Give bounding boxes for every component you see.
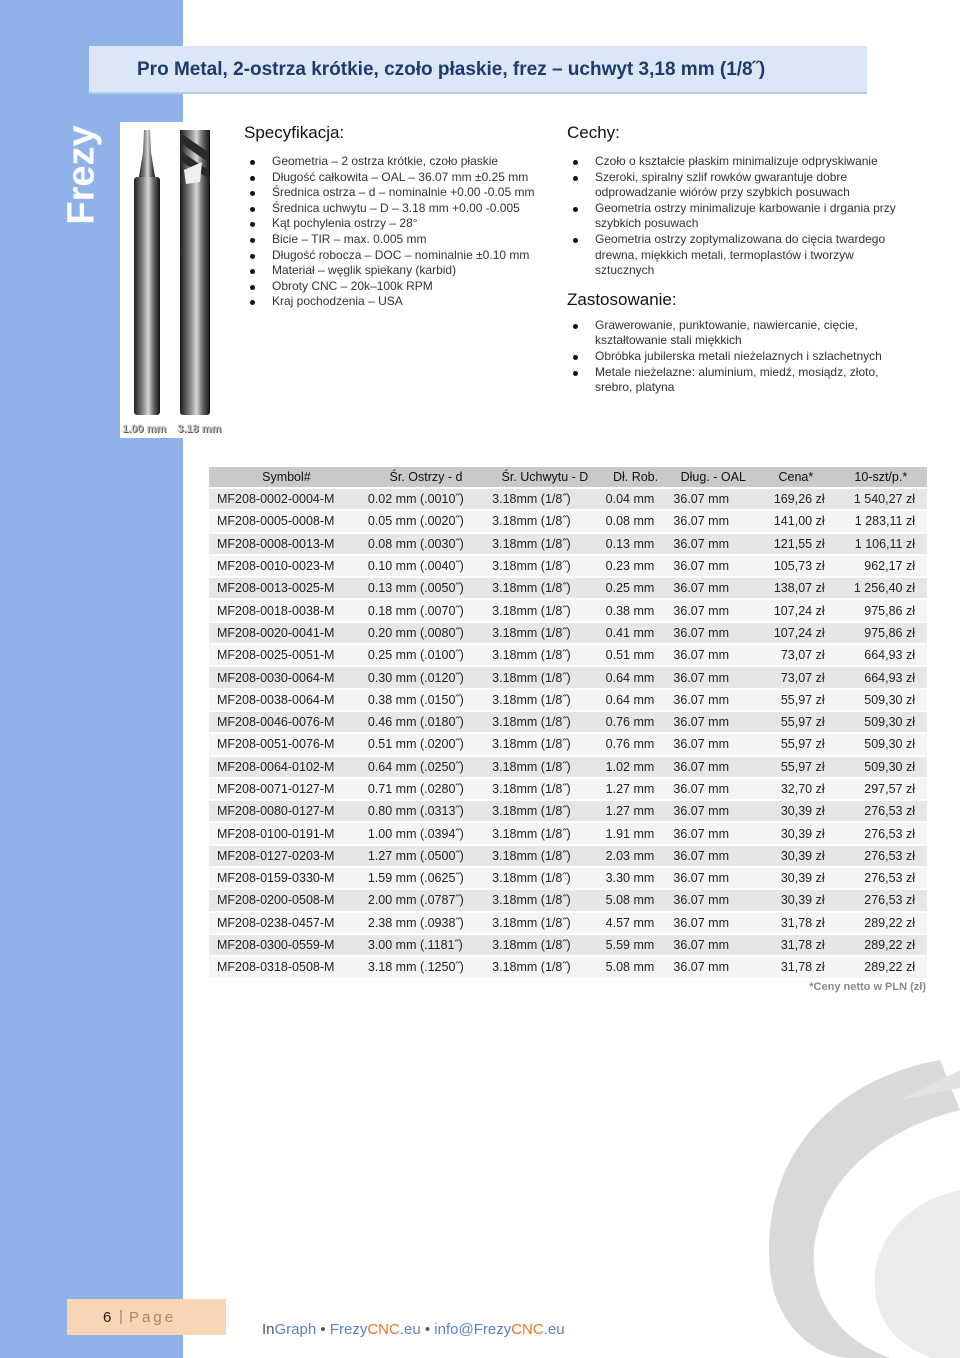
header-shank-diameter: Śr. Uchwytu - D: [488, 467, 601, 488]
application-item: Grawerowanie, punktowanie, nawiercanie, cięcie, kształtowanie stali miękkich: [567, 318, 912, 349]
cell-overall-length: 36.07 mm: [669, 689, 757, 711]
cell-price: 107,24 zł: [757, 622, 834, 644]
table-row: [209, 934, 927, 956]
cell-cutting-length: 1.91 mm: [602, 822, 670, 844]
cell-blade-diameter: 0.13 mm (.0050˝): [364, 577, 488, 599]
features-heading: Cechy:: [567, 123, 620, 142]
cell-shank-diameter: 3.18mm (1/8˝): [488, 577, 601, 599]
cell-symbol: MF208-0046-0076-M: [209, 711, 364, 733]
spec-item: Geometria – 2 ostrza krótkie, czoło płaskie: [244, 154, 544, 170]
table-row: [209, 889, 927, 911]
cell-overall-length: 36.07 mm: [669, 555, 757, 577]
cell-shank-diameter: 3.18mm (1/8˝): [488, 778, 601, 800]
cell-cutting-length: 0.04 mm: [602, 488, 670, 510]
cell-cutting-length: 4.57 mm: [602, 912, 670, 934]
table-row: [209, 644, 927, 666]
cell-shank-diameter: 3.18mm (1/8˝): [488, 822, 601, 844]
cell-shank-diameter: 3.18mm (1/8˝): [488, 845, 601, 867]
table-row: [209, 912, 927, 934]
cell-symbol: MF208-0064-0102-M: [209, 756, 364, 778]
cell-overall-length: 36.07 mm: [669, 845, 757, 867]
photo-caption: [122, 423, 229, 435]
sidebar-label-text: Frezy: [60, 125, 103, 225]
cell-price: 30,39 zł: [757, 800, 834, 822]
table-row: [209, 800, 927, 822]
cell-price: 30,39 zł: [757, 845, 834, 867]
cell-price: 32,70 zł: [757, 778, 834, 800]
cell-symbol: MF208-0013-0025-M: [209, 577, 364, 599]
footer-bullet: •: [424, 1321, 431, 1338]
table-row: [209, 666, 927, 688]
cell-price-10pack: 509,30 zł: [835, 711, 927, 733]
applications-list: [567, 318, 912, 396]
cell-overall-length: 36.07 mm: [669, 711, 757, 733]
price-table-header: [209, 467, 927, 488]
watermark-logo: [740, 1040, 960, 1358]
cell-cutting-length: 0.41 mm: [602, 622, 670, 644]
cell-symbol: MF208-0010-0023-M: [209, 555, 364, 577]
cell-price-10pack: 1 283,11 zł: [835, 510, 927, 532]
email-cnc: CNC: [511, 1321, 544, 1338]
caption-small: 1.00 mm: [122, 423, 167, 435]
applications-heading: Zastosowanie:: [567, 289, 677, 309]
spec-item: Kąt pochylenia ostrzy – 28°: [244, 216, 544, 232]
header-overall-length: Dług. - OAL: [669, 467, 757, 488]
cell-overall-length: 36.07 mm: [669, 822, 757, 844]
cell-cutting-length: 1.02 mm: [602, 756, 670, 778]
cell-price-10pack: 276,53 zł: [835, 889, 927, 911]
table-row: [209, 867, 927, 889]
cell-symbol: MF208-0300-0559-M: [209, 934, 364, 956]
cell-overall-length: 36.07 mm: [669, 488, 757, 510]
cell-symbol: MF208-0038-0064-M: [209, 689, 364, 711]
cell-price-10pack: 975,86 zł: [835, 622, 927, 644]
cell-price: 31,78 zł: [757, 956, 834, 977]
page-word: Page: [129, 1309, 177, 1326]
cell-price: 121,55 zł: [757, 533, 834, 555]
cell-shank-diameter: 3.18mm (1/8˝): [488, 733, 601, 755]
cell-symbol: MF208-0100-0191-M: [209, 822, 364, 844]
page-number-box: [67, 1299, 226, 1335]
cell-blade-diameter: 0.10 mm (.0040˝): [364, 555, 488, 577]
cell-price: 55,97 zł: [757, 711, 834, 733]
cell-symbol: MF208-0127-0203-M: [209, 845, 364, 867]
cell-shank-diameter: 3.18mm (1/8˝): [488, 488, 601, 510]
cell-price-10pack: 975,86 zł: [835, 599, 927, 621]
email-tld: .eu: [543, 1321, 565, 1338]
cell-overall-length: 36.07 mm: [669, 800, 757, 822]
cell-blade-diameter: 2.00 mm (.0787˝): [364, 889, 488, 911]
cell-price-10pack: 276,53 zł: [835, 822, 927, 844]
website-link[interactable]: [330, 1321, 421, 1338]
table-row: [209, 956, 927, 977]
table-row: [209, 711, 927, 733]
cell-symbol: MF208-0005-0008-M: [209, 510, 364, 532]
feature-item: Szeroki, spiralny szlif rowków gwarantuje dobre odprowadzanie wiórów przy szybkich posuwach: [567, 170, 912, 201]
cell-price-10pack: 276,53 zł: [835, 845, 927, 867]
page-number: 6: [103, 1309, 112, 1326]
sidebar-label: [58, 120, 106, 230]
cell-overall-length: 36.07 mm: [669, 622, 757, 644]
cell-blade-diameter: 0.02 mm (.0010˝): [364, 488, 488, 510]
cell-price: 31,78 zł: [757, 934, 834, 956]
cell-price-10pack: 664,93 zł: [835, 666, 927, 688]
features-list: [567, 154, 912, 279]
cell-shank-diameter: 3.18mm (1/8˝): [488, 510, 601, 532]
spec-item: Bicie – TIR – max. 0.005 mm: [244, 232, 544, 248]
spec-item: Obroty CNC – 20k–100k RPM: [244, 279, 544, 295]
price-table: [209, 467, 927, 978]
cell-price-10pack: 962,17 zł: [835, 555, 927, 577]
site-tld: .eu: [399, 1321, 421, 1338]
cell-blade-diameter: 0.51 mm (.0200˝): [364, 733, 488, 755]
cell-shank-diameter: 3.18mm (1/8˝): [488, 622, 601, 644]
table-row: [209, 822, 927, 844]
cell-price: 138,07 zł: [757, 577, 834, 599]
table-row: [209, 488, 927, 510]
spec-item: Materiał – węglik spiekany (karbid): [244, 263, 544, 279]
title-bar: [89, 46, 867, 94]
spec-item: Kraj pochodzenia – USA: [244, 294, 544, 310]
table-row: [209, 533, 927, 555]
cell-shank-diameter: 3.18mm (1/8˝): [488, 711, 601, 733]
page-separator: |: [119, 1308, 123, 1325]
cell-cutting-length: 0.08 mm: [602, 510, 670, 532]
table-row: [209, 510, 927, 532]
cell-shank-diameter: 3.18mm (1/8˝): [488, 956, 601, 977]
cell-symbol: MF208-0030-0064-M: [209, 666, 364, 688]
cell-shank-diameter: 3.18mm (1/8˝): [488, 889, 601, 911]
table-row: [209, 555, 927, 577]
spec-item: Średnica ostrza – d – nominalnie +0.00 -0.05 mm: [244, 185, 544, 201]
footer-contact: [262, 1321, 565, 1338]
cell-price-10pack: 509,30 zł: [835, 733, 927, 755]
cell-symbol: MF208-0008-0013-M: [209, 533, 364, 555]
product-photo: [120, 122, 232, 438]
cell-blade-diameter: 3.00 mm (.1181˝): [364, 934, 488, 956]
cell-overall-length: 36.07 mm: [669, 912, 757, 934]
cell-price: 73,07 zł: [757, 644, 834, 666]
cell-overall-length: 36.07 mm: [669, 867, 757, 889]
table-row: [209, 577, 927, 599]
small-mill-tip: [139, 130, 155, 177]
cell-shank-diameter: 3.18mm (1/8˝): [488, 867, 601, 889]
email-user: info@Frezy: [434, 1321, 512, 1338]
cell-cutting-length: 0.23 mm: [602, 555, 670, 577]
cell-price-10pack: 289,22 zł: [835, 956, 927, 977]
cell-symbol: MF208-0318-0508-M: [209, 956, 364, 977]
cell-shank-diameter: 3.18mm (1/8˝): [488, 666, 601, 688]
cell-symbol: MF208-0051-0076-M: [209, 733, 364, 755]
table-row: [209, 689, 927, 711]
cell-blade-diameter: 0.05 mm (.0020˝): [364, 510, 488, 532]
cell-price: 30,39 zł: [757, 867, 834, 889]
cell-blade-diameter: 0.64 mm (.0250˝): [364, 756, 488, 778]
specification-heading: Specyfikacja:: [244, 123, 345, 142]
cell-price-10pack: 664,93 zł: [835, 644, 927, 666]
cell-shank-diameter: 3.18mm (1/8˝): [488, 644, 601, 666]
cell-overall-length: 36.07 mm: [669, 533, 757, 555]
cell-overall-length: 36.07 mm: [669, 733, 757, 755]
cell-price: 141,00 zł: [757, 510, 834, 532]
application-item: Obróbka jubilerska metali nieżelaznych i szlachetnych: [567, 349, 912, 365]
table-row: [209, 756, 927, 778]
feature-item: Geometria ostrzy minimalizuje karbowanie i drgania przy szybkich posuwach: [567, 201, 912, 232]
cell-price-10pack: 276,53 zł: [835, 800, 927, 822]
header-cutting-length: Dł. Rob.: [602, 467, 670, 488]
specification-section: [244, 123, 544, 310]
cell-price: 55,97 zł: [757, 689, 834, 711]
cell-overall-length: 36.07 mm: [669, 599, 757, 621]
cell-price-10pack: 289,22 zł: [835, 912, 927, 934]
cell-shank-diameter: 3.18mm (1/8˝): [488, 800, 601, 822]
cell-overall-length: 36.07 mm: [669, 956, 757, 977]
cell-cutting-length: 0.76 mm: [602, 711, 670, 733]
cell-cutting-length: 0.25 mm: [602, 577, 670, 599]
cell-price: 107,24 zł: [757, 599, 834, 621]
cell-cutting-length: 0.64 mm: [602, 666, 670, 688]
cell-blade-diameter: 0.18 mm (.0070˝): [364, 599, 488, 621]
cell-overall-length: 36.07 mm: [669, 934, 757, 956]
cell-shank-diameter: 3.18mm (1/8˝): [488, 912, 601, 934]
cell-price: 105,73 zł: [757, 555, 834, 577]
cell-shank-diameter: 3.18mm (1/8˝): [488, 555, 601, 577]
cell-symbol: MF208-0002-0004-M: [209, 488, 364, 510]
applications-section: [567, 290, 912, 396]
cell-price-10pack: 297,57 zł: [835, 778, 927, 800]
cell-cutting-length: 3.30 mm: [602, 867, 670, 889]
cell-price: 30,39 zł: [757, 822, 834, 844]
cell-price-10pack: 509,30 zł: [835, 689, 927, 711]
cell-price-10pack: 1 256,40 zł: [835, 577, 927, 599]
header-symbol: Symbol#: [209, 467, 364, 488]
cell-overall-length: 36.07 mm: [669, 666, 757, 688]
cell-cutting-length: 5.08 mm: [602, 956, 670, 977]
cell-blade-diameter: 2.38 mm (.0938˝): [364, 912, 488, 934]
cell-price: 30,39 zł: [757, 889, 834, 911]
cell-symbol: MF208-0020-0041-M: [209, 622, 364, 644]
cell-cutting-length: 1.27 mm: [602, 778, 670, 800]
cell-shank-diameter: 3.18mm (1/8˝): [488, 599, 601, 621]
application-item: Metale nieżelazne: aluminium, miedź, mosiądz, złoto, srebro, platyna: [567, 365, 912, 396]
cell-overall-length: 36.07 mm: [669, 644, 757, 666]
cell-shank-diameter: 3.18mm (1/8˝): [488, 689, 601, 711]
cell-blade-diameter: 0.30 mm (.0120˝): [364, 666, 488, 688]
header-price: Cena*: [757, 467, 834, 488]
cell-price: 169,26 zł: [757, 488, 834, 510]
cell-overall-length: 36.07 mm: [669, 778, 757, 800]
features-section: [567, 123, 912, 396]
cell-overall-length: 36.07 mm: [669, 756, 757, 778]
cell-blade-diameter: 0.08 mm (.0030˝): [364, 533, 488, 555]
spec-item: Średnica uchwytu – D – 3.18 mm +0.00 -0.005: [244, 201, 544, 217]
cell-price-10pack: 276,53 zł: [835, 867, 927, 889]
cell-shank-diameter: 3.18mm (1/8˝): [488, 533, 601, 555]
cell-blade-diameter: 1.27 mm (.0500˝): [364, 845, 488, 867]
large-mill-shank: [180, 180, 210, 415]
cell-blade-diameter: 1.59 mm (.0625˝): [364, 867, 488, 889]
cell-overall-length: 36.07 mm: [669, 510, 757, 532]
header-blade-diameter: Śr. Ostrzy - d: [364, 467, 488, 488]
cell-price: 73,07 zł: [757, 666, 834, 688]
cell-cutting-length: 0.13 mm: [602, 533, 670, 555]
table-row: [209, 622, 927, 644]
table-row: [209, 599, 927, 621]
spec-item: Długość całkowita – OAL – 36.07 mm ±0.25 mm: [244, 170, 544, 186]
cell-price-10pack: 1 540,27 zł: [835, 488, 927, 510]
site-frezy: Frezy: [329, 1321, 368, 1338]
cell-blade-diameter: 0.20 mm (.0080˝): [364, 622, 488, 644]
end-mill-illustration: [120, 122, 232, 422]
cell-cutting-length: 5.08 mm: [602, 889, 670, 911]
cell-blade-diameter: 0.38 mm (.0150˝): [364, 689, 488, 711]
specification-list: [244, 154, 544, 310]
cell-shank-diameter: 3.18mm (1/8˝): [488, 934, 601, 956]
small-mill-shank: [134, 177, 160, 415]
price-table-body: [209, 488, 927, 978]
brand-in: In: [262, 1321, 275, 1338]
site-cnc: CNC: [367, 1321, 400, 1338]
cell-blade-diameter: 0.71 mm (.0280˝): [364, 778, 488, 800]
cell-symbol: MF208-0238-0457-M: [209, 912, 364, 934]
cell-price: 55,97 zł: [757, 733, 834, 755]
cell-symbol: MF208-0200-0508-M: [209, 889, 364, 911]
feature-item: Czoło o kształcie płaskim minimalizuje odpryskiwanie: [567, 154, 912, 170]
table-row: [209, 778, 927, 800]
cell-blade-diameter: 1.00 mm (.0394˝): [364, 822, 488, 844]
cell-cutting-length: 5.59 mm: [602, 934, 670, 956]
header-price-10pack: 10-szt/p.*: [835, 467, 927, 488]
cell-cutting-length: 0.38 mm: [602, 599, 670, 621]
cell-symbol: MF208-0071-0127-M: [209, 778, 364, 800]
cell-cutting-length: 0.64 mm: [602, 689, 670, 711]
cell-cutting-length: 2.03 mm: [602, 845, 670, 867]
cell-price-10pack: 509,30 zł: [835, 756, 927, 778]
cell-symbol: MF208-0025-0051-M: [209, 644, 364, 666]
cell-symbol: MF208-0080-0127-M: [209, 800, 364, 822]
cell-blade-diameter: 0.46 mm (.0180˝): [364, 711, 488, 733]
table-row: [209, 845, 927, 867]
cell-blade-diameter: 0.80 mm (.0313˝): [364, 800, 488, 822]
cell-price: 31,78 zł: [757, 912, 834, 934]
table-row: [209, 733, 927, 755]
cell-overall-length: 36.07 mm: [669, 889, 757, 911]
cell-shank-diameter: 3.18mm (1/8˝): [488, 756, 601, 778]
email-link[interactable]: [434, 1321, 564, 1338]
cell-symbol: MF208-0018-0038-M: [209, 599, 364, 621]
cell-price: 55,97 zł: [757, 756, 834, 778]
feature-item: Geometria ostrzy zoptymalizowana do cięcia twardego drewna, miękkich metali, termoplastów i tworzyw sztucznych: [567, 232, 912, 279]
cell-cutting-length: 0.51 mm: [602, 644, 670, 666]
cell-overall-length: 36.07 mm: [669, 577, 757, 599]
price-note: *Ceny netto w PLN (zł): [809, 981, 926, 993]
footer-bullet: •: [320, 1321, 326, 1338]
spec-item: Długość robocza – DOC – nominalnie ±0.10 mm: [244, 248, 544, 264]
cell-blade-diameter: 3.18 mm (.1250˝): [364, 956, 488, 977]
cell-cutting-length: 0.76 mm: [602, 733, 670, 755]
cell-cutting-length: 1.27 mm: [602, 800, 670, 822]
cell-symbol: MF208-0159-0330-M: [209, 867, 364, 889]
cell-price-10pack: 1 106,11 zł: [835, 533, 927, 555]
caption-large: 3.18 mm: [177, 423, 222, 435]
cell-blade-diameter: 0.25 mm (.0100˝): [364, 644, 488, 666]
cell-price-10pack: 289,22 zł: [835, 934, 927, 956]
page-title: Pro Metal, 2-ostrza krótkie, czoło płaskie, frez – uchwyt 3,18 mm (1/8˝): [137, 59, 766, 80]
brand-graph: Graph: [274, 1321, 317, 1338]
